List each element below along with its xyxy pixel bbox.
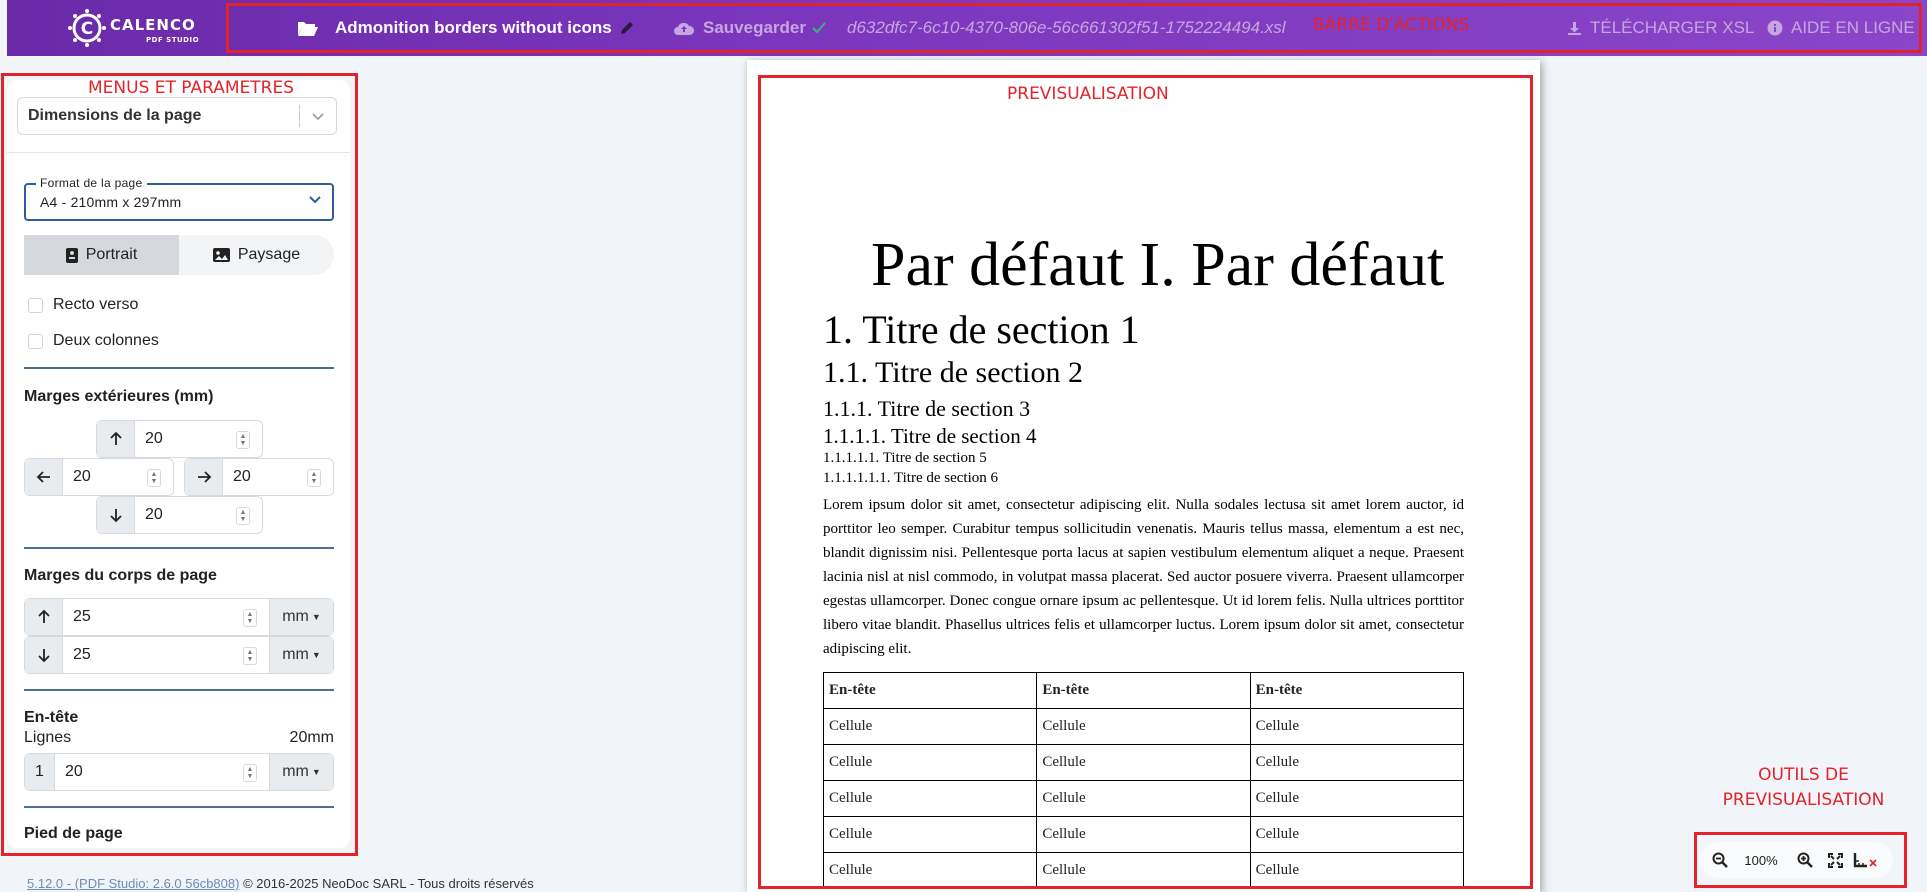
- table-cell: Cellule: [1037, 745, 1250, 781]
- annotation-preview-label: PREVISUALISATION: [1007, 84, 1169, 104]
- table-header-cell: En-tête: [1250, 673, 1463, 709]
- stepper-icon[interactable]: ▲ ▼: [147, 469, 161, 487]
- annotation-menus-box: [1, 73, 358, 856]
- preview-heading-5: 1.1.1.1.1. Titre de section 5: [823, 450, 987, 466]
- header-height-value[interactable]: 20: [65, 763, 83, 780]
- footer-title: Pied de page: [24, 825, 123, 842]
- header-title: En-tête: [24, 709, 79, 726]
- outer-margin-bottom-value[interactable]: 20: [145, 506, 163, 523]
- table-cell: Cellule: [1037, 853, 1250, 889]
- table-cell: Cellule: [824, 781, 1037, 817]
- copyright-text: © 2016-2025 NeoDoc SARL - Tous droits réservés: [243, 876, 534, 891]
- table-cell: Cellule: [1250, 853, 1463, 889]
- zoom-level: 100%: [1744, 852, 1778, 868]
- table-header-cell: En-tête: [824, 673, 1037, 709]
- download-xsl-label: TÉLÉCHARGER XSL: [1590, 18, 1755, 37]
- annotation-tools-box: [1694, 832, 1907, 888]
- document-title-text: Admonition borders without icons: [335, 18, 612, 37]
- logo-subtitle: PDF STUDIO: [146, 36, 200, 44]
- caret-down-icon: ▼: [311, 612, 321, 622]
- annotation-actions-box: [226, 3, 1922, 53]
- save-label: Sauvegarder: [703, 18, 806, 37]
- preview-heading-1: 1. Titre de section 1: [823, 307, 1140, 352]
- svg-text:C: C: [80, 19, 94, 39]
- table-cell: Cellule: [824, 745, 1037, 781]
- portrait-label: Portrait: [85, 246, 138, 263]
- page-format-value: A4 - 210mm x 297mm: [40, 194, 182, 210]
- app-logo[interactable]: [62, 6, 212, 50]
- table-cell: Cellule: [1037, 781, 1250, 817]
- preview-heading-4: 1.1.1.1. Titre de section 4: [823, 424, 1037, 448]
- annotation-tools-label-1: OUTILS DE: [1758, 765, 1849, 785]
- table-cell: Cellule: [1250, 745, 1463, 781]
- table-header-cell: En-tête: [1037, 673, 1250, 709]
- table-cell: Cellule: [824, 709, 1037, 745]
- preview-heading-6: 1.1.1.1.1.1. Titre de section 6: [823, 470, 998, 486]
- header-lines-label: Lignes: [24, 729, 72, 746]
- stepper-icon[interactable]: ▲ ▼: [243, 647, 257, 665]
- settings-section-value: Dimensions de la page: [28, 107, 202, 124]
- stepper-icon[interactable]: ▲ ▼: [236, 507, 250, 525]
- table-cell: Cellule: [1250, 709, 1463, 745]
- outer-margin-top-value[interactable]: 20: [145, 430, 163, 447]
- body-margin-bottom-value[interactable]: 25: [73, 646, 91, 663]
- unit-value: mm: [282, 646, 309, 663]
- header-lines-mm: 20mm: [289, 729, 334, 746]
- stepper-icon[interactable]: ▲ ▼: [243, 764, 257, 782]
- unit-value: mm: [282, 608, 309, 625]
- annotation-menus-label: MENUS ET PARAMETRES: [88, 78, 294, 98]
- table-cell: Cellule: [1037, 709, 1250, 745]
- page-format-legend: Format de la page: [36, 176, 147, 190]
- recto-verso-label: Recto verso: [53, 296, 139, 313]
- file-identifier: d632dfc7-6c10-4370-806e-56c661302f51-1752224494.xsl: [847, 18, 1286, 37]
- logo-name: CALENCO: [110, 16, 196, 34]
- online-help-label: AIDE EN LIGNE: [1791, 18, 1915, 37]
- table-cell: Cellule: [824, 853, 1037, 889]
- outer-margin-right-value[interactable]: 20: [233, 468, 251, 485]
- header-lines-count: 1: [25, 754, 55, 790]
- stepper-icon[interactable]: ▲ ▼: [236, 431, 250, 449]
- table-cell: Cellule: [1250, 781, 1463, 817]
- calenco-logo-icon: [67, 8, 107, 48]
- landscape-label: Paysage: [237, 246, 301, 263]
- outer-margin-left-value[interactable]: 20: [73, 468, 91, 485]
- body-margins-title: Marges du corps de page: [24, 567, 217, 584]
- annotation-actions-label: BARRE D'ACTIONS: [1313, 15, 1470, 35]
- preview-paragraph: Lorem ipsum dolor sit amet, consectetur adipiscing elit. Nulla sodales lectusa sit amet lorem auctor, id porttitor leo semper. Curabitur tempus sollicitudin venenatis. Mauris tellus massa, elementum a est nec, blandit dignissim nisi. Pellentesque porta lacus at sapien vestibulum elementum aliquet a neque. Praesent lacinia nisl at nisl commodo, in volutpat massa placerat. Sed auctor posuere viverra. Praesent ullamcorper egestas ullamcorper. Donec congue ornare ipsum ac pellentesque. Ut id lorem felis. Nulla ultrices porttitor libero vitae blandit. Phasellus ultrices felis et ullamcorper luctus. Lorem ipsum dolor sit amet, consectetur adipiscing elit.: [823, 497, 1464, 657]
- stepper-icon[interactable]: ▲ ▼: [307, 469, 321, 487]
- unit-value: mm: [282, 763, 309, 780]
- preview-heading-3: 1.1.1. Titre de section 3: [823, 396, 1031, 421]
- table-cell: Cellule: [824, 817, 1037, 853]
- outer-margins-title: Marges extérieures (mm): [24, 388, 214, 405]
- body-margin-top-value[interactable]: 25: [73, 608, 91, 625]
- two-columns-label: Deux colonnes: [53, 332, 159, 349]
- table-cell: Cellule: [1250, 817, 1463, 853]
- preview-title: Par défaut I. Par défaut: [871, 231, 1445, 299]
- preview-heading-2: 1.1. Titre de section 2: [823, 356, 1083, 389]
- caret-down-icon: ▼: [311, 767, 321, 777]
- annotation-preview-box: [758, 75, 1533, 889]
- version-link[interactable]: 5.12.0 - (PDF Studio: 2.6.0 56cb808): [27, 876, 240, 891]
- annotation-tools-label-2: PREVISUALISATION: [1722, 790, 1885, 810]
- table-cell: Cellule: [1037, 817, 1250, 853]
- caret-down-icon: ▼: [311, 650, 321, 660]
- stepper-icon[interactable]: ▲ ▼: [243, 609, 257, 627]
- app-footer: [27, 876, 534, 891]
